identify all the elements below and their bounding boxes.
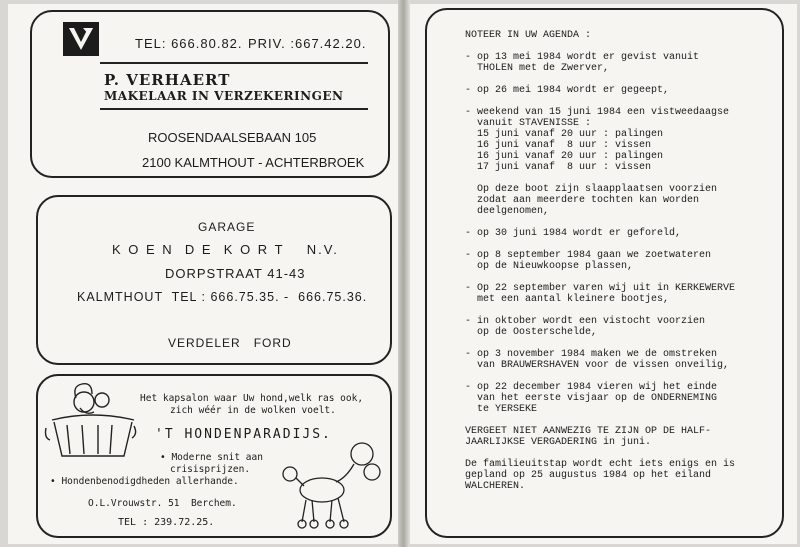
agenda-line: - op 22 december 1984 vieren wij het einde <box>465 382 718 393</box>
verhaert-rule-bottom <box>100 108 368 110</box>
agenda-line: zodat aan meerdere tochten kan worden <box>465 195 700 206</box>
agenda-line: gepland op 25 augustus 1984 op het eiland <box>465 470 712 481</box>
agenda-line <box>465 173 785 184</box>
verhaert-street: ROOSENDAALSEBAAN 105 <box>148 130 317 145</box>
verhaert-city: 2100 KALMTHOUT - ACHTERBROEK <box>142 155 365 170</box>
agenda-line <box>465 371 785 382</box>
agenda-line: Op deze boot zijn slaapplaatsen voorzien <box>465 184 718 195</box>
agenda-line <box>465 74 785 85</box>
honden-title: 'T HONDENPARADIJS. <box>155 427 332 442</box>
agenda-text <box>465 30 785 492</box>
agenda-line: op de Oosterschelde, <box>465 327 598 338</box>
agenda-line <box>465 338 785 349</box>
agenda-line <box>465 415 785 426</box>
garage-name: K O E N D E K O R T N.V. <box>112 242 339 257</box>
agenda-line: van BRAUWERSHAVEN voor de vissen onveilig, <box>465 360 730 371</box>
agenda-line: deelgenomen, <box>465 206 550 217</box>
honden-address: O.L.Vrouwstr. 51 Berchem. <box>88 498 237 509</box>
agenda-line: - weekend van 15 juni 1984 een vistweedaagse <box>465 107 730 118</box>
garage-street: DORPSTRAAT 41-43 <box>165 266 306 281</box>
agenda-line: VERGEET NIET AANWEZIG TE ZIJN OP DE HALF- <box>465 426 712 437</box>
verhaert-priv-phone: PRIV. :667.42.20. <box>248 36 367 51</box>
agenda-line: - op 8 september 1984 gaan we zoetwateren <box>465 250 712 261</box>
agenda-line: - op 13 mei 1984 wordt er gevist vanuit <box>465 52 700 63</box>
agenda-line: - op 30 juni 1984 wordt er geforeld, <box>465 228 682 239</box>
agenda-line: - Op 22 september varen wij uit in KERKEWERVE <box>465 283 736 294</box>
verhaert-subtitle: MAKELAAR IN VERZEKERINGEN <box>104 89 344 103</box>
agenda-line: De familieuitstap wordt echt iets enigs en is <box>465 459 736 470</box>
agenda-line: 15 juni vanaf 20 uur : palingen <box>465 129 664 140</box>
garage-label: GARAGE <box>198 220 256 234</box>
poodle-illustration-icon <box>276 440 386 532</box>
garage-dealer: VERDELER FORD <box>168 336 292 350</box>
verhaert-name: P. VERHAERT <box>104 71 231 89</box>
honden-phone: TEL : 239.72.25. <box>118 517 215 528</box>
garage-phone: KALMTHOUT TEL : 666.75.35. - 666.75.36. <box>77 290 368 304</box>
honden-intro-2: zich wéér in de wolken voelt. <box>170 405 336 416</box>
agenda-line: - op 26 mei 1984 wordt er gegeept, <box>465 85 670 96</box>
agenda-line <box>465 305 785 316</box>
agenda-line: vanuit STAVENISSE : <box>465 118 592 129</box>
agenda-line <box>465 448 785 459</box>
agenda-line: te YERSEKE <box>465 404 538 415</box>
honden-bullet-1: • Moderne snit aan <box>160 452 263 463</box>
agenda-line: 16 juni vanaf 8 uur : vissen <box>465 140 652 151</box>
honden-bullet-1b: crisisprijzen. <box>170 464 251 475</box>
agenda-line: - in oktober wordt een vistocht voorzien <box>465 316 706 327</box>
agenda-line: WALCHEREN. <box>465 481 526 492</box>
agenda-line: op de Nieuwkoopse plassen, <box>465 261 634 272</box>
verhaert-logo-icon <box>63 22 99 56</box>
agenda-line <box>465 239 785 250</box>
agenda-line <box>465 272 785 283</box>
page-gutter <box>398 0 410 547</box>
honden-bullet-2: • Hondenbenodigdheden allerhande. <box>50 476 239 487</box>
agenda-line: van het eerste visjaar op de ONDERNEMING <box>465 393 718 404</box>
verhaert-rule-top <box>100 62 368 64</box>
dog-bath-illustration-icon <box>42 380 142 462</box>
honden-intro-1: Het kapsalon waar Uw hond,welk ras ook, <box>140 393 364 404</box>
agenda-line: NOTEER IN UW AGENDA : <box>465 30 592 41</box>
agenda-line: THOLEN met de Zwerver, <box>465 63 610 74</box>
agenda-line <box>465 41 785 52</box>
agenda-line: 16 juni vanaf 20 uur : palingen <box>465 151 664 162</box>
agenda-line <box>465 96 785 107</box>
agenda-line <box>465 217 785 228</box>
agenda-line: - op 3 november 1984 maken we de omstreken <box>465 349 718 360</box>
agenda-line: met een aantal kleinere bootjes, <box>465 294 670 305</box>
agenda-line: JAARLIJKSE VERGADERING in juni. <box>465 437 652 448</box>
agenda-line: 17 juni vanaf 8 uur : vissen <box>465 162 652 173</box>
verhaert-phone: TEL: 666.80.82. <box>135 36 243 51</box>
